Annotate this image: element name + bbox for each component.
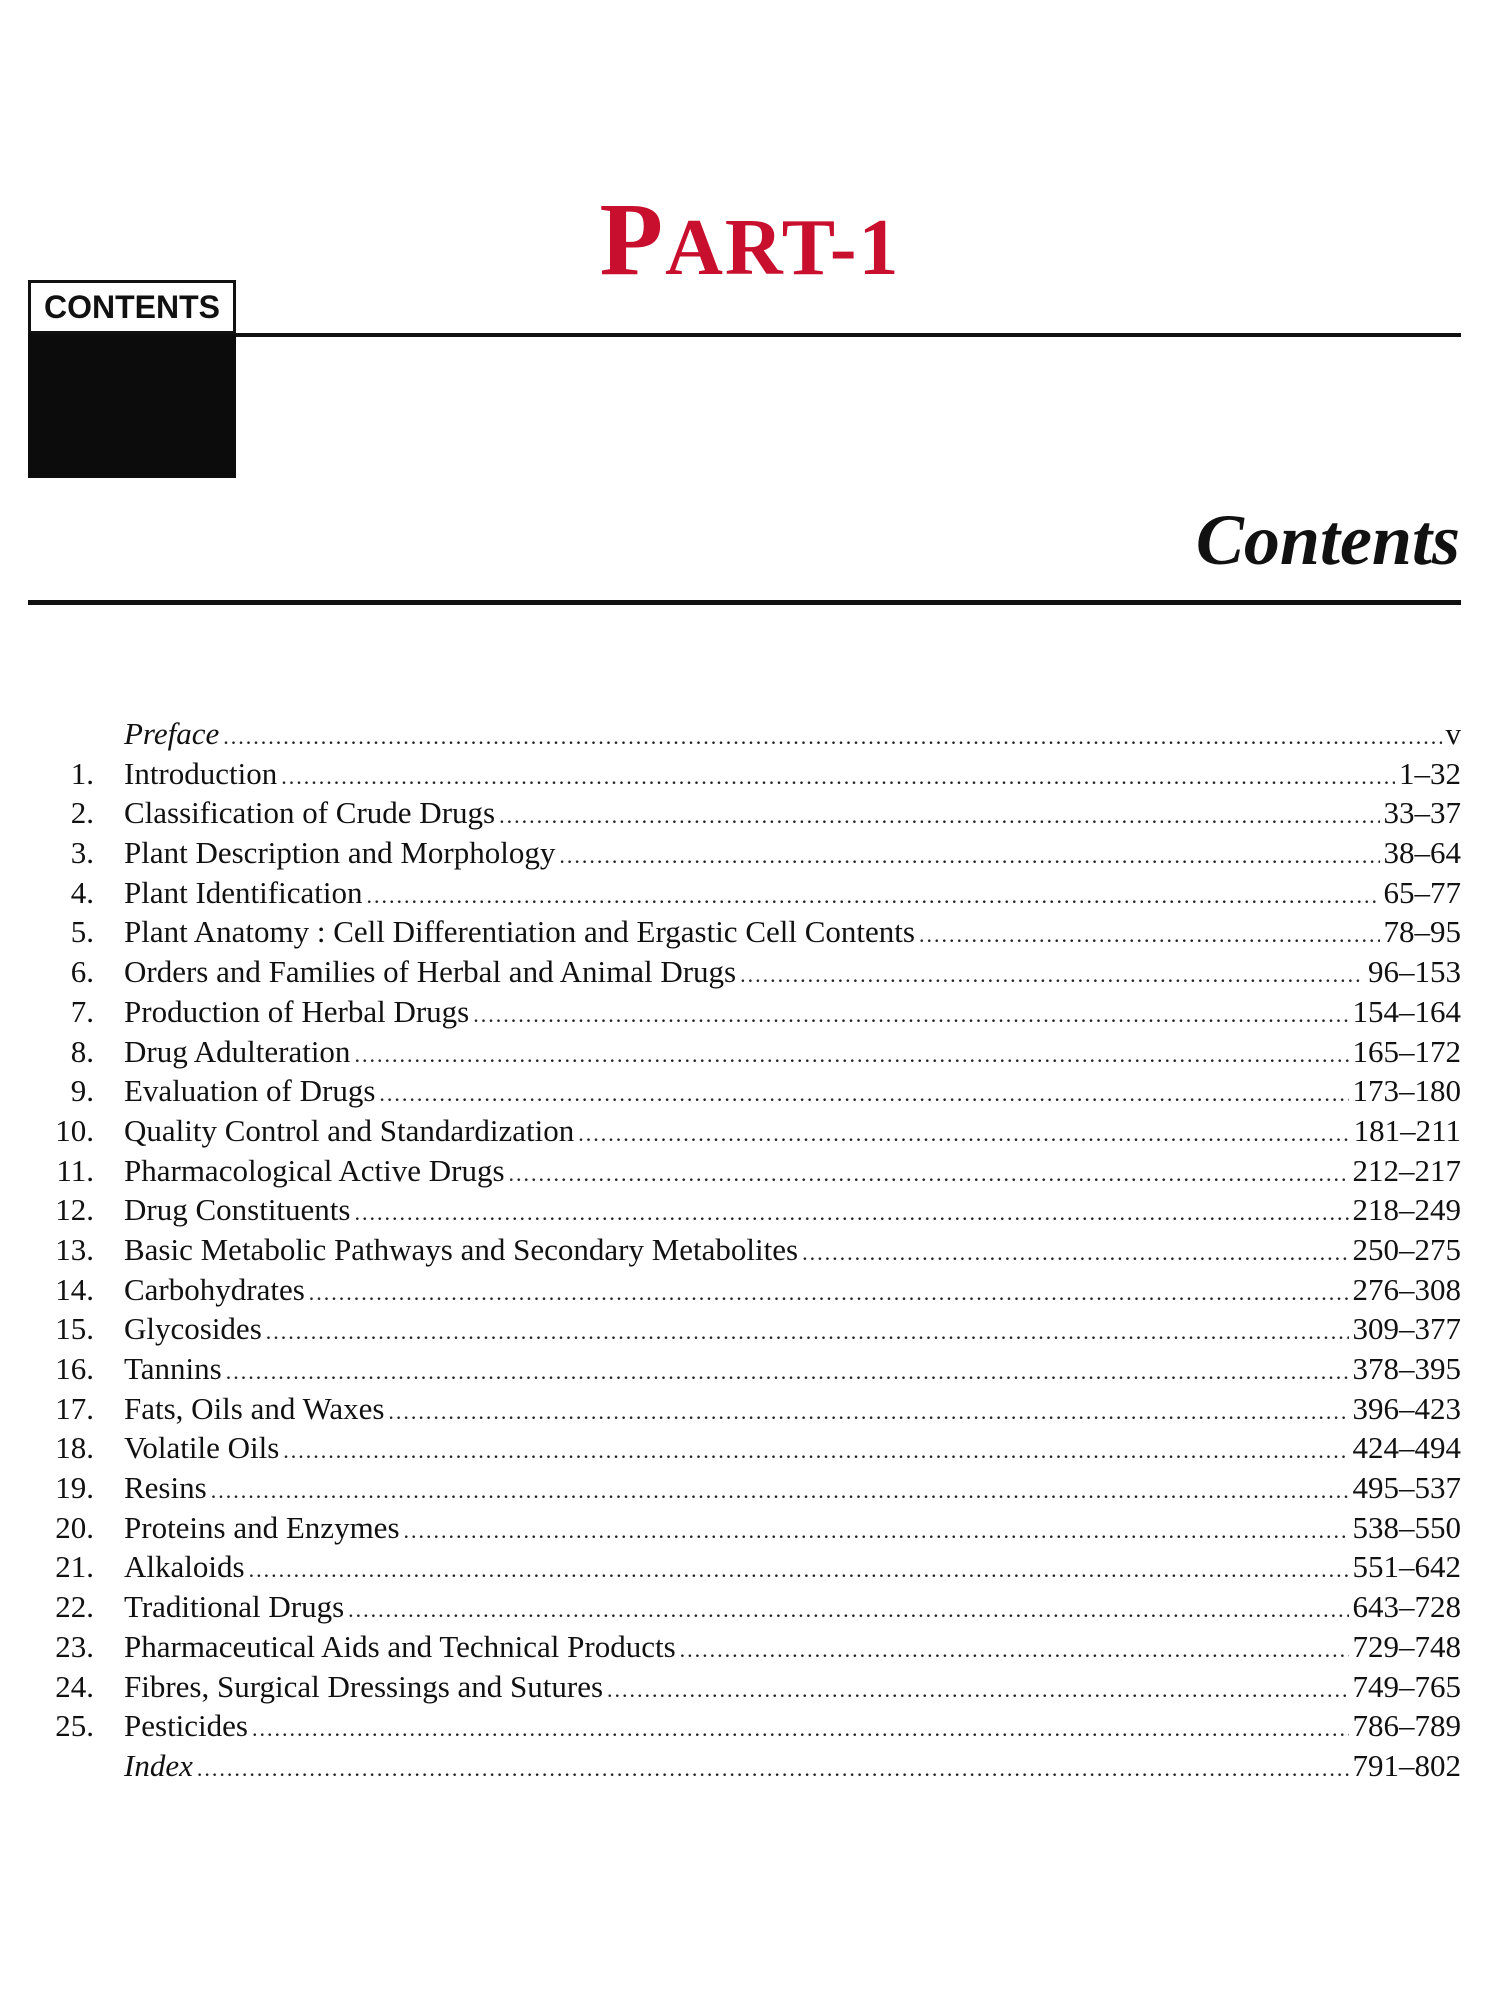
toc-entry-page: 396–423	[1352, 1390, 1461, 1426]
toc-entry-title: Alkaloids	[124, 1549, 245, 1585]
toc-entry[interactable]	[28, 1111, 1461, 1151]
contents-box-label: CONTENTS	[28, 280, 236, 334]
toc-dot-leader	[354, 1035, 1348, 1075]
toc-entry-title: Evaluation of Drugs	[124, 1073, 376, 1109]
toc-entry-title: Fibres, Surgical Dressings and Sutures	[124, 1668, 604, 1704]
toc-entry[interactable]	[28, 1468, 1461, 1508]
toc-entry-title: Classification of Crude Drugs	[124, 795, 496, 831]
toc-dot-leader	[281, 757, 1395, 797]
toc-entry-title: Pharmacological Active Drugs	[124, 1152, 505, 1188]
toc-entry-number: 6.	[70, 954, 94, 990]
toc-entry-title: Resins	[124, 1470, 207, 1506]
toc-dot-leader	[309, 1273, 1349, 1313]
toc-entry-title: Plant Identification	[124, 874, 363, 910]
toc-entry-title: Drug Constituents	[124, 1192, 351, 1228]
toc-entry-number: 5.	[70, 914, 94, 950]
part-title-rest: ART-1	[665, 204, 901, 292]
toc-entry-title: Orders and Families of Herbal and Animal Drugs	[124, 954, 737, 990]
toc-entry-page: 96–153	[1368, 954, 1461, 990]
toc-entry-page: 309–377	[1352, 1311, 1461, 1347]
toc-entry[interactable]	[28, 1309, 1461, 1349]
toc-entry-page: 643–728	[1352, 1589, 1461, 1625]
part-title-initial: P	[599, 182, 666, 297]
top-rule	[236, 333, 1461, 337]
toc-dot-leader	[197, 1749, 1349, 1789]
toc-entry-page: 538–550	[1352, 1509, 1461, 1545]
toc-entry[interactable]	[28, 793, 1461, 833]
toc-entry-page: 786–789	[1352, 1708, 1461, 1744]
toc-entry-number: 3.	[70, 835, 94, 871]
toc-entry-number: 9.	[70, 1073, 94, 1109]
contents-heading: Contents	[1195, 500, 1460, 580]
toc-entry-number: 16.	[55, 1351, 94, 1386]
toc-entry[interactable]	[28, 992, 1461, 1032]
toc-entry-number: 25.	[55, 1708, 94, 1744]
table-of-contents	[28, 714, 1461, 1786]
toc-entry[interactable]	[28, 1667, 1461, 1707]
toc-dot-leader	[607, 1670, 1348, 1710]
toc-dot-leader	[223, 717, 1441, 757]
toc-entry[interactable]	[28, 833, 1461, 873]
toc-entry-page: 250–275	[1352, 1231, 1461, 1267]
toc-dot-leader	[509, 1154, 1349, 1194]
toc-dot-leader	[740, 955, 1364, 995]
toc-entry[interactable]	[28, 912, 1461, 952]
toc-entry[interactable]	[28, 754, 1461, 794]
toc-entry-number: 23.	[55, 1628, 94, 1664]
toc-entry-number: 14.	[55, 1271, 94, 1307]
toc-entry-page: 165–172	[1352, 1033, 1461, 1069]
toc-entry[interactable]	[28, 1349, 1461, 1389]
toc-dot-leader	[559, 836, 1379, 876]
toc-dot-leader	[226, 1352, 1349, 1392]
toc-entry-page: 424–494	[1352, 1430, 1461, 1466]
toc-dot-leader	[211, 1471, 1349, 1511]
toc-entry-number: 7.	[70, 993, 94, 1029]
toc-entry-page: 1–32	[1399, 755, 1461, 791]
toc-entry-page: 181–211	[1353, 1112, 1461, 1148]
toc-entry[interactable]	[28, 1151, 1461, 1191]
toc-entry-title: Glycosides	[124, 1311, 262, 1347]
toc-entry-title: Introduction	[124, 755, 278, 791]
toc-entry[interactable]	[28, 1547, 1461, 1587]
toc-entry-number: 17.	[55, 1390, 94, 1426]
toc-entry-page: 212–217	[1352, 1152, 1461, 1188]
toc-entry-title: Preface	[124, 716, 220, 751]
toc-entry[interactable]	[28, 1627, 1461, 1667]
toc-dot-leader	[919, 915, 1380, 955]
toc-entry-title: Plant Anatomy : Cell Differentiation and Ergastic Cell Contents	[124, 914, 915, 950]
toc-entry[interactable]	[28, 1706, 1461, 1746]
toc-entry[interactable]	[28, 1508, 1461, 1548]
toc-entry-page: 749–765	[1352, 1668, 1461, 1704]
toc-dot-leader	[266, 1312, 1349, 1352]
toc-entry-number: 19.	[55, 1470, 94, 1506]
toc-entry-title: Production of Herbal Drugs	[124, 993, 470, 1029]
toc-dot-leader	[404, 1511, 1349, 1551]
toc-entry-page: 791–802	[1352, 1747, 1461, 1783]
toc-entry-page: 38–64	[1383, 835, 1461, 871]
toc-entry-title: Quality Control and Standardization	[124, 1112, 575, 1148]
toc-dot-leader	[348, 1590, 1348, 1630]
contents-box-block	[28, 334, 236, 478]
toc-entry[interactable]	[28, 1071, 1461, 1111]
toc-entry-title: Volatile Oils	[124, 1430, 280, 1466]
toc-entry-page: 65–77	[1383, 874, 1461, 910]
toc-entry-title: Carbohydrates	[124, 1271, 305, 1307]
toc-entry-number: 11.	[56, 1152, 94, 1188]
toc-entry-page: 154–164	[1352, 993, 1461, 1029]
toc-dot-leader	[354, 1193, 1348, 1233]
toc-entry-number: 8.	[70, 1033, 94, 1069]
toc-entry-title: Drug Adulteration	[124, 1033, 351, 1069]
toc-entry-number: 2.	[70, 795, 94, 831]
toc-entry-number: 24.	[55, 1668, 94, 1704]
toc-entry-page: v	[1445, 716, 1461, 751]
toc-entry-title: Plant Description and Morphology	[124, 835, 556, 871]
toc-dot-leader	[578, 1114, 1349, 1154]
toc-dot-leader	[283, 1431, 1348, 1471]
toc-entry-page: 173–180	[1352, 1073, 1461, 1109]
toc-dot-leader	[252, 1709, 1349, 1749]
toc-entry-number: 22.	[55, 1589, 94, 1625]
toc-entry[interactable]	[28, 1587, 1461, 1627]
toc-entry-number: 18.	[55, 1430, 94, 1466]
toc-entry-page: 495–537	[1352, 1470, 1461, 1506]
toc-entry-number: 12.	[55, 1192, 94, 1228]
toc-entry[interactable]	[28, 1270, 1461, 1310]
toc-entry[interactable]	[28, 1190, 1461, 1230]
toc-entry[interactable]	[28, 714, 1461, 754]
toc-entry-page: 276–308	[1352, 1271, 1461, 1307]
toc-entry-number: 4.	[70, 874, 94, 910]
toc-dot-leader	[473, 995, 1348, 1035]
toc-entry-page: 78–95	[1383, 914, 1461, 950]
toc-dot-leader	[379, 1074, 1348, 1114]
toc-entry-title: Pharmaceutical Aids and Technical Products	[124, 1628, 676, 1664]
toc-entry[interactable]	[28, 1389, 1461, 1429]
toc-entry-number: 10.	[55, 1112, 94, 1148]
toc-entry-title: Traditional Drugs	[124, 1589, 345, 1625]
toc-entry-number: 20.	[55, 1509, 94, 1545]
toc-entry[interactable]	[28, 1032, 1461, 1072]
contents-box	[28, 280, 236, 478]
toc-entry-page: 551–642	[1352, 1549, 1461, 1585]
toc-entry-title: Fats, Oils and Waxes	[124, 1390, 385, 1426]
toc-entry-number: 13.	[55, 1231, 94, 1267]
toc-entry[interactable]	[28, 1428, 1461, 1468]
toc-entry-page: 218–249	[1352, 1192, 1461, 1228]
toc-entry-title: Basic Metabolic Pathways and Secondary Metabolites	[124, 1231, 799, 1267]
toc-entry-number: 15.	[55, 1311, 94, 1347]
toc-entry-title: Proteins and Enzymes	[124, 1509, 400, 1545]
toc-dot-leader	[366, 876, 1379, 916]
toc-entry[interactable]	[28, 873, 1461, 913]
toc-entry-page: 378–395	[1352, 1351, 1461, 1386]
toc-dot-leader	[388, 1392, 1348, 1432]
heading-rule	[28, 600, 1461, 605]
toc-dot-leader	[249, 1550, 1349, 1590]
toc-entry-page: 729–748	[1352, 1628, 1461, 1664]
toc-dot-leader	[499, 796, 1379, 836]
toc-dot-leader	[680, 1630, 1349, 1670]
toc-entry-title: Tannins	[124, 1351, 222, 1386]
toc-entry-title: Index	[124, 1747, 193, 1783]
toc-entry-page: 33–37	[1383, 795, 1461, 831]
toc-entry[interactable]	[28, 1230, 1461, 1270]
toc-entry[interactable]	[28, 1746, 1461, 1786]
toc-entry-number: 1.	[70, 755, 94, 791]
toc-dot-leader	[802, 1233, 1348, 1273]
toc-entry-number: 21.	[55, 1549, 94, 1585]
toc-entry-title: Pesticides	[124, 1708, 248, 1744]
toc-entry[interactable]	[28, 952, 1461, 992]
